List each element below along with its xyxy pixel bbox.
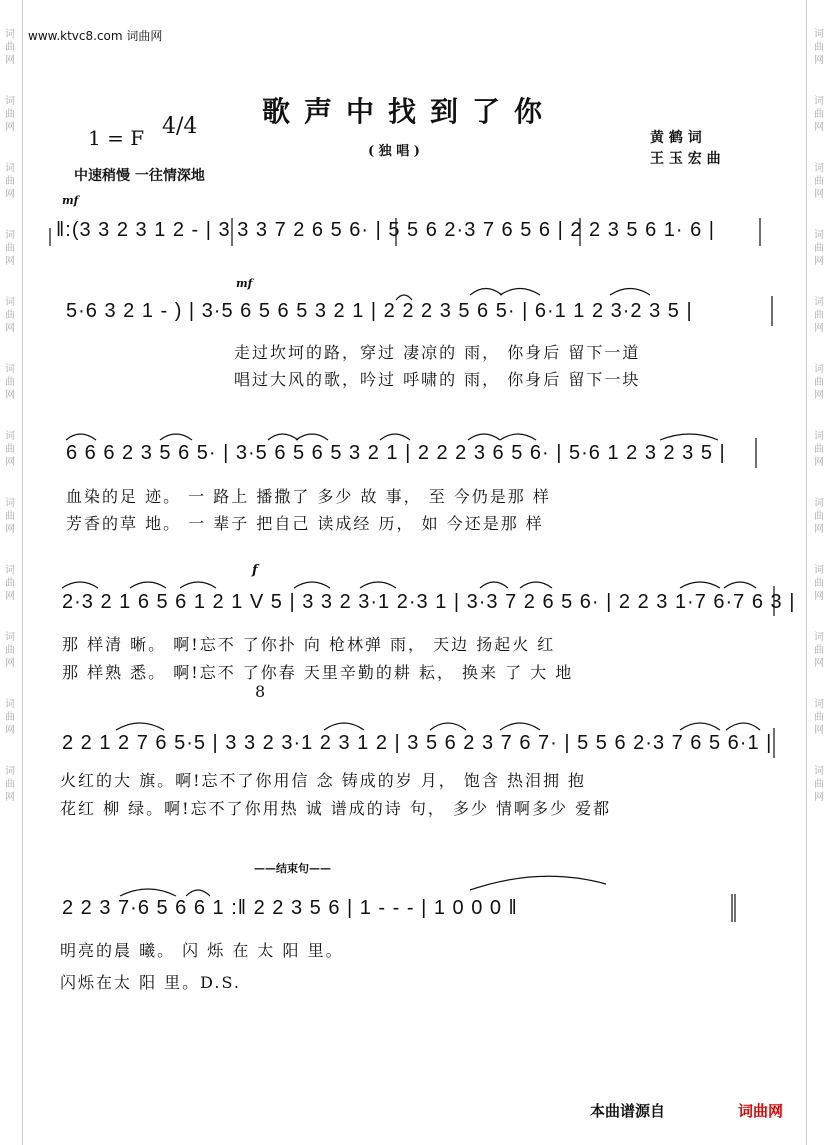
dynamic-marking: f <box>252 563 258 578</box>
song-title: 歌声中找到了你 <box>262 95 557 128</box>
key-signature: 1 = F <box>88 126 145 150</box>
footnote-mark: 8 <box>255 682 266 701</box>
side-watermark-glyphs: 词 曲 网 <box>5 163 15 200</box>
side-watermark-glyphs: 词 曲 网 <box>814 96 824 133</box>
lyric-verse-1: 火红的大 旗。啊!忘不了你用信 念 铸成的岁 月， 饱含 热泪拥 抱 <box>60 771 587 790</box>
side-watermark-glyphs: 词 曲 网 <box>5 632 15 669</box>
lyric-verse-2: 闪烁在太 阳 里。D.S. <box>60 973 241 992</box>
side-watermark-glyphs: 词 曲 网 <box>814 699 824 736</box>
ending-label: ——结束句—— <box>254 862 331 875</box>
side-watermark-glyphs: 词 曲 网 <box>814 431 824 468</box>
side-watermark-glyphs: 词 曲 网 <box>814 632 824 669</box>
lyric-verse-2: 那 样熟 悉。 啊!忘不 了你春 天里辛勤的耕 耘， 换来 了 大 地 <box>62 663 574 682</box>
side-watermark-glyphs: 词 曲 网 <box>5 364 15 401</box>
side-watermark-glyphs: 词 曲 网 <box>814 766 824 803</box>
lyric-verse-2: 芳香的草 地。 一 辈子 把自己 读成经 历， 如 今还是那 样 <box>66 514 544 533</box>
side-watermark-glyphs: 词 曲 网 <box>5 297 15 334</box>
source-brand-link[interactable]: 词曲网 <box>738 1102 784 1120</box>
notation-line-4: 2·3 2 1 6 5 6 1 2 1 V 5 | 3 3 2 3·1 2·3 1 | 3·3 7 2 6 5 6· | 2 2 3 1·7 6·7 6 3 | <box>62 591 796 613</box>
source-label: 本曲谱源自 <box>590 1102 666 1120</box>
side-watermark-glyphs: 词 曲 网 <box>814 297 824 334</box>
side-watermark-glyphs: 词 曲 网 <box>814 163 824 200</box>
side-watermark-glyphs: 词 曲 网 <box>814 565 824 602</box>
dynamic-marking: mf <box>236 277 253 290</box>
notation-line-5: 2 2 1 2 7 6 5·5 | 3 3 2 3·1 2 3 1 2 | 3 5 6 2 3 7 6 7· | 5 5 6 2·3 7 6 5 6·1 | <box>62 732 773 754</box>
lyric-verse-1: 那 样清 晰。 啊!忘不 了你扑 向 枪林弹 雨， 天边 扬起火 红 <box>62 635 556 654</box>
lyric-verse-1: 血染的足 迹。 一 路上 播撒了 多少 故 事， 至 今仍是那 样 <box>66 487 551 506</box>
tempo-marking: 中速稍慢 一往情深地 <box>74 168 205 184</box>
side-watermark-glyphs: 词 曲 网 <box>5 230 15 267</box>
dynamic-marking: mf <box>62 194 79 207</box>
watermark-url: www.ktvc8.com 词曲网 <box>28 29 163 43</box>
notation-line-2: 5·6 3 2 1 - ) | 3·5 6 5 6 5 3 2 1 | 2 2 2 3 5 6 5· | 6·1 1 2 3·2 3 5 | <box>66 300 693 322</box>
notation-line-3: 6 6 6 2 3 5 6 5· | 3·5 6 5 6 5 3 2 1 | 2 2 2 3 6 5 6· | 5·6 1 2 3 2 3 5 | <box>66 442 726 464</box>
lyric-verse-2: 花红 柳 绿。啊!忘不了你用热 诚 谱成的诗 句， 多少 情啊多少 爱都 <box>60 799 612 818</box>
lyric-verse-2: 唱过大风的歌，吟过 呼啸的 雨， 你身后 留下一块 <box>234 370 641 389</box>
lyricist-credit: 黄 鹤 词 <box>650 130 702 146</box>
subtitle: ( 独 唱 ) <box>368 144 420 159</box>
side-watermark-glyphs: 词 曲 网 <box>5 29 15 66</box>
side-watermark-glyphs: 词 曲 网 <box>814 498 824 535</box>
side-watermark-glyphs: 词 曲 网 <box>5 96 15 133</box>
side-watermark-glyphs: 词 曲 网 <box>814 230 824 267</box>
side-watermark-glyphs: 词 曲 网 <box>5 699 15 736</box>
side-watermark-glyphs: 词 曲 网 <box>5 565 15 602</box>
notation-line-1: ‖:(3 3 2 3 1 2 - | 3 3 3 7 2 6 5 6· | 5 5 6 2·3 7 6 5 6 | 2 2 3 5 6 1· 6 | <box>56 219 715 241</box>
side-watermark-glyphs: 词 曲 网 <box>814 29 824 66</box>
composer-credit: 王 玉 宏 曲 <box>650 151 721 167</box>
side-watermark-glyphs: 词 曲 网 <box>5 498 15 535</box>
notation-line-6: 2 2 3 7·6 5 6 6 1 :‖ 2 2 3 5 6 | 1 - - - | 1 0 0 0 ‖ <box>62 897 518 919</box>
side-watermark-glyphs: 词 曲 网 <box>814 364 824 401</box>
side-watermark-glyphs: 词 曲 网 <box>5 766 15 803</box>
lyric-verse-1: 走过坎坷的路，穿过 凄凉的 雨， 你身后 留下一道 <box>234 343 641 362</box>
lyric-verse-1: 明亮的晨 曦。 闪 烁 在 太 阳 里。 <box>60 941 344 960</box>
time-signature: 4/4 <box>162 114 198 139</box>
side-watermark-glyphs: 词 曲 网 <box>5 431 15 468</box>
